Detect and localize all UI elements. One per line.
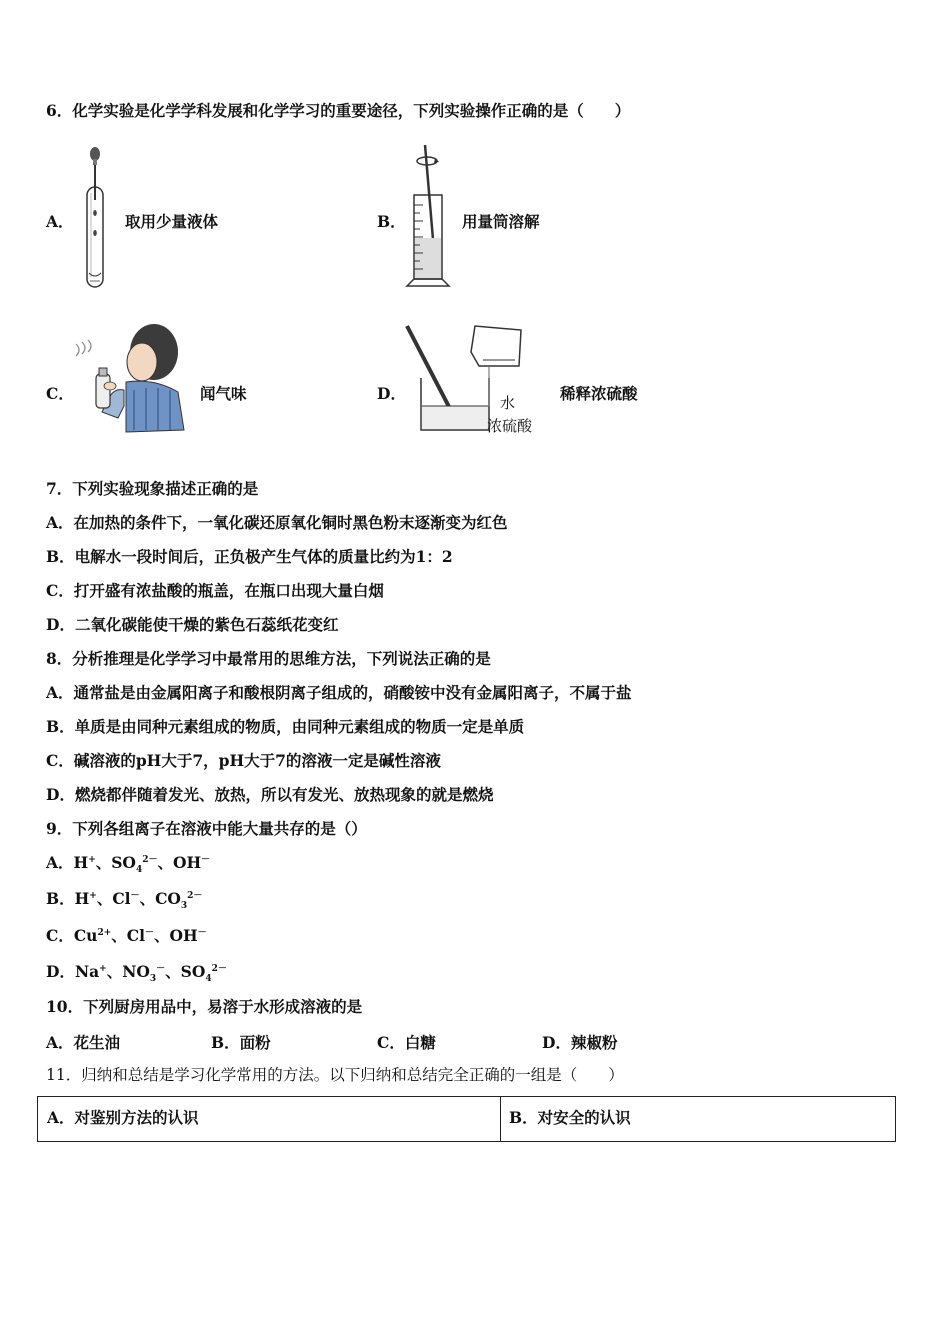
q10-option-a: A．花生油	[46, 1033, 121, 1052]
q7-option-c: C．打开盛有浓盐酸的瓶盖，在瓶口出现大量白烟	[46, 581, 384, 600]
q11-table-right-cell: B．对安全的认识	[509, 1108, 631, 1127]
q6-option-d-text: 稀释浓硫酸	[560, 384, 638, 403]
q10-option-d: D．辣椒粉	[542, 1033, 618, 1052]
q10-stem: 10．下列厨房用品中，易溶于水形成溶液的是	[46, 997, 363, 1016]
q6-option-a-text: 取用少量液体	[125, 212, 219, 231]
smelling-gas-figure	[74, 318, 190, 440]
figure-water-label: 水	[500, 394, 516, 412]
q10-option-b: B．面粉	[211, 1033, 271, 1052]
q9-option-c: C．$Cu^{2+}$、Cl－、OH－	[46, 926, 207, 945]
q6-option-c-letter: C．	[46, 384, 74, 403]
q11-table	[37, 1096, 896, 1142]
q6-option-b-text: 用量筒溶解	[462, 212, 540, 231]
q7-option-d: D．二氧化碳能使干燥的紫色石蕊纸花变红	[46, 615, 339, 634]
q8-option-b: B．单质是由同种元素组成的物质，由同种元素组成的物质一定是单质	[46, 717, 525, 736]
q6-option-b-letter: B．	[377, 212, 406, 231]
q7-stem: 7．下列实验现象描述正确的是	[46, 479, 259, 498]
q6-option-d-letter: D．	[377, 384, 406, 403]
table-divider	[500, 1097, 501, 1141]
q9-option-d: D．Na+、$NO_3^-$、$SO_4^{2-}$	[46, 962, 227, 985]
q6-option-a-letter: A．	[46, 212, 74, 231]
graduated-cylinder-figure	[405, 143, 459, 293]
dropper-test-tube-figure	[78, 145, 114, 299]
q9-stem: 9．下列各组离子在溶液中能大量共存的是（）	[46, 819, 367, 838]
q10-option-c: C．白糖	[377, 1033, 436, 1052]
q9-option-b: B．H+、Cl－、$CO_3^{2-}$	[46, 889, 203, 912]
q8-option-c: C．碱溶液的pH大于7，pH大于7的溶液一定是碱性溶液	[46, 751, 441, 770]
q8-stem: 8．分析推理是化学学习中最常用的思维方法，下列说法正确的是	[46, 649, 491, 668]
q8-option-a: A．通常盐是由金属阳离子和酸根阴离子组成的，硝酸铵中没有金属阳离子，不属于盐	[46, 683, 632, 702]
dilute-acid-figure	[403, 322, 548, 441]
q8-option-d: D．燃烧都伴随着发光、放热，所以有发光、放热现象的就是燃烧	[46, 785, 494, 804]
q9-option-a: A．H+、$SO_4^{2-}$、OH－	[46, 853, 211, 876]
figure-acid-label: 浓硫酸	[487, 417, 533, 435]
q7-option-b: B．电解水一段时间后，正负极产生气体的质量比约为1：2	[46, 547, 453, 566]
q6-option-c-text: 闻气味	[200, 384, 247, 403]
q11-table-left-cell: A．对鉴别方法的认识	[47, 1108, 199, 1127]
q6-stem: 6．化学实验是化学学科发展和化学学习的重要途径，下列实验操作正确的是（ ）	[46, 101, 631, 120]
q7-option-a: A．在加热的条件下，一氧化碳还原氧化铜时黑色粉末逐渐变为红色	[46, 513, 508, 532]
q11-stem: 11．归纳和总结是学习化学常用的方法。以下归纳和总结完全正确的一组是（ ）	[46, 1066, 624, 1084]
